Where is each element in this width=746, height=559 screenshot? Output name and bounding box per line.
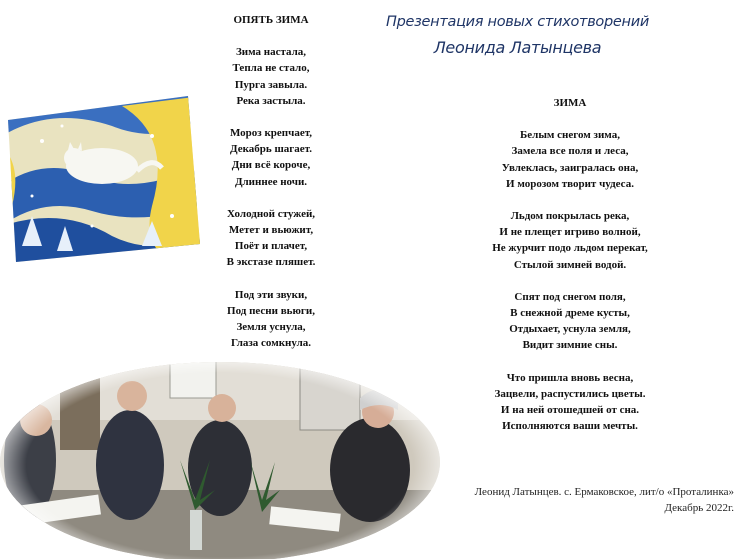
poem-line: Зацвели, распустились цветы. — [494, 387, 646, 400]
poem-line: И на ней отошедшей от сна. — [500, 404, 640, 417]
poem-line: Декабрь шагает. — [230, 143, 312, 156]
poem-stanza — [206, 125, 336, 190]
poem-line: Спят под снегом поля, — [514, 290, 626, 303]
footer-author-line: Леонид Латынцев. с. Ермаковское, лит/о «Проталинка» — [474, 486, 734, 498]
poem-title: ОПЯТЬ ЗИМА — [233, 14, 309, 26]
poem-line: Отдыхает, уснула земля, — [509, 323, 631, 336]
poem-stanza — [206, 44, 336, 109]
poem-line: Замела все поля и леса, — [511, 145, 629, 158]
poem-line: Зима настала, — [235, 46, 307, 59]
poem-line: И не плещет игриво волной, — [499, 226, 641, 239]
author-name: Леонида Латынцева — [433, 38, 602, 57]
poem-line: Земля уснула, — [236, 321, 306, 334]
poem-stanza — [470, 208, 670, 273]
poem-line: Поёт и плачет, — [234, 240, 308, 253]
poem-stanza — [470, 289, 670, 354]
poem-line: Под эти звуки, — [234, 288, 308, 301]
footer-credit — [475, 484, 734, 516]
poem-line: Мороз крепчает, — [229, 127, 313, 140]
poem-opyat-zima — [206, 12, 336, 351]
poem-line: Пурга завыла. — [234, 78, 308, 91]
poem-line: Льдом покрылась река, — [510, 210, 630, 223]
poem-line: В экстазе пляшет. — [226, 256, 316, 269]
poem-line: Увлеклась, заигралась она, — [501, 161, 639, 174]
poem-line: В снежной дреме кусты, — [510, 307, 630, 320]
poem-line: Глаза сомкнула. — [230, 337, 312, 350]
poem-line: Метет и вьюжит, — [228, 224, 314, 237]
poem-line: И морозом творит чудеса. — [506, 177, 634, 190]
poem-stanza — [470, 370, 670, 435]
poem-stanza — [470, 127, 670, 192]
poem-line: Под песни вьюги, — [227, 304, 315, 317]
winter-illustration — [2, 96, 202, 262]
poem-line: Холодной стужей, — [226, 207, 316, 220]
poem-title: ЗИМА — [553, 97, 587, 109]
poem-line: Река застыла. — [236, 94, 306, 107]
poem-line: Исполняются ваши мечты. — [502, 420, 638, 433]
poem-line: Белым снегом зима, — [520, 129, 620, 142]
poem-zima — [470, 95, 670, 434]
poem-line: Что пришла вновь весна, — [506, 371, 634, 384]
poem-line: Дни всё короче, — [231, 159, 311, 172]
poem-line: Тепла не стало, — [232, 62, 310, 75]
poem-line: Видит зимние сны. — [522, 339, 618, 352]
presentation-header — [380, 14, 655, 57]
poem-stanza — [206, 206, 336, 271]
poem-line: Стылой зимней водой. — [513, 258, 627, 271]
poem-line: Не журчит подо льдом перекат, — [492, 242, 648, 255]
group-photo — [0, 350, 440, 559]
poem-line: Длиннее ночи. — [234, 175, 308, 188]
presentation-title: Презентация новых стихотворений — [386, 14, 649, 30]
footer-date: Декабрь 2022г. — [664, 502, 734, 514]
poem-stanza — [206, 287, 336, 352]
